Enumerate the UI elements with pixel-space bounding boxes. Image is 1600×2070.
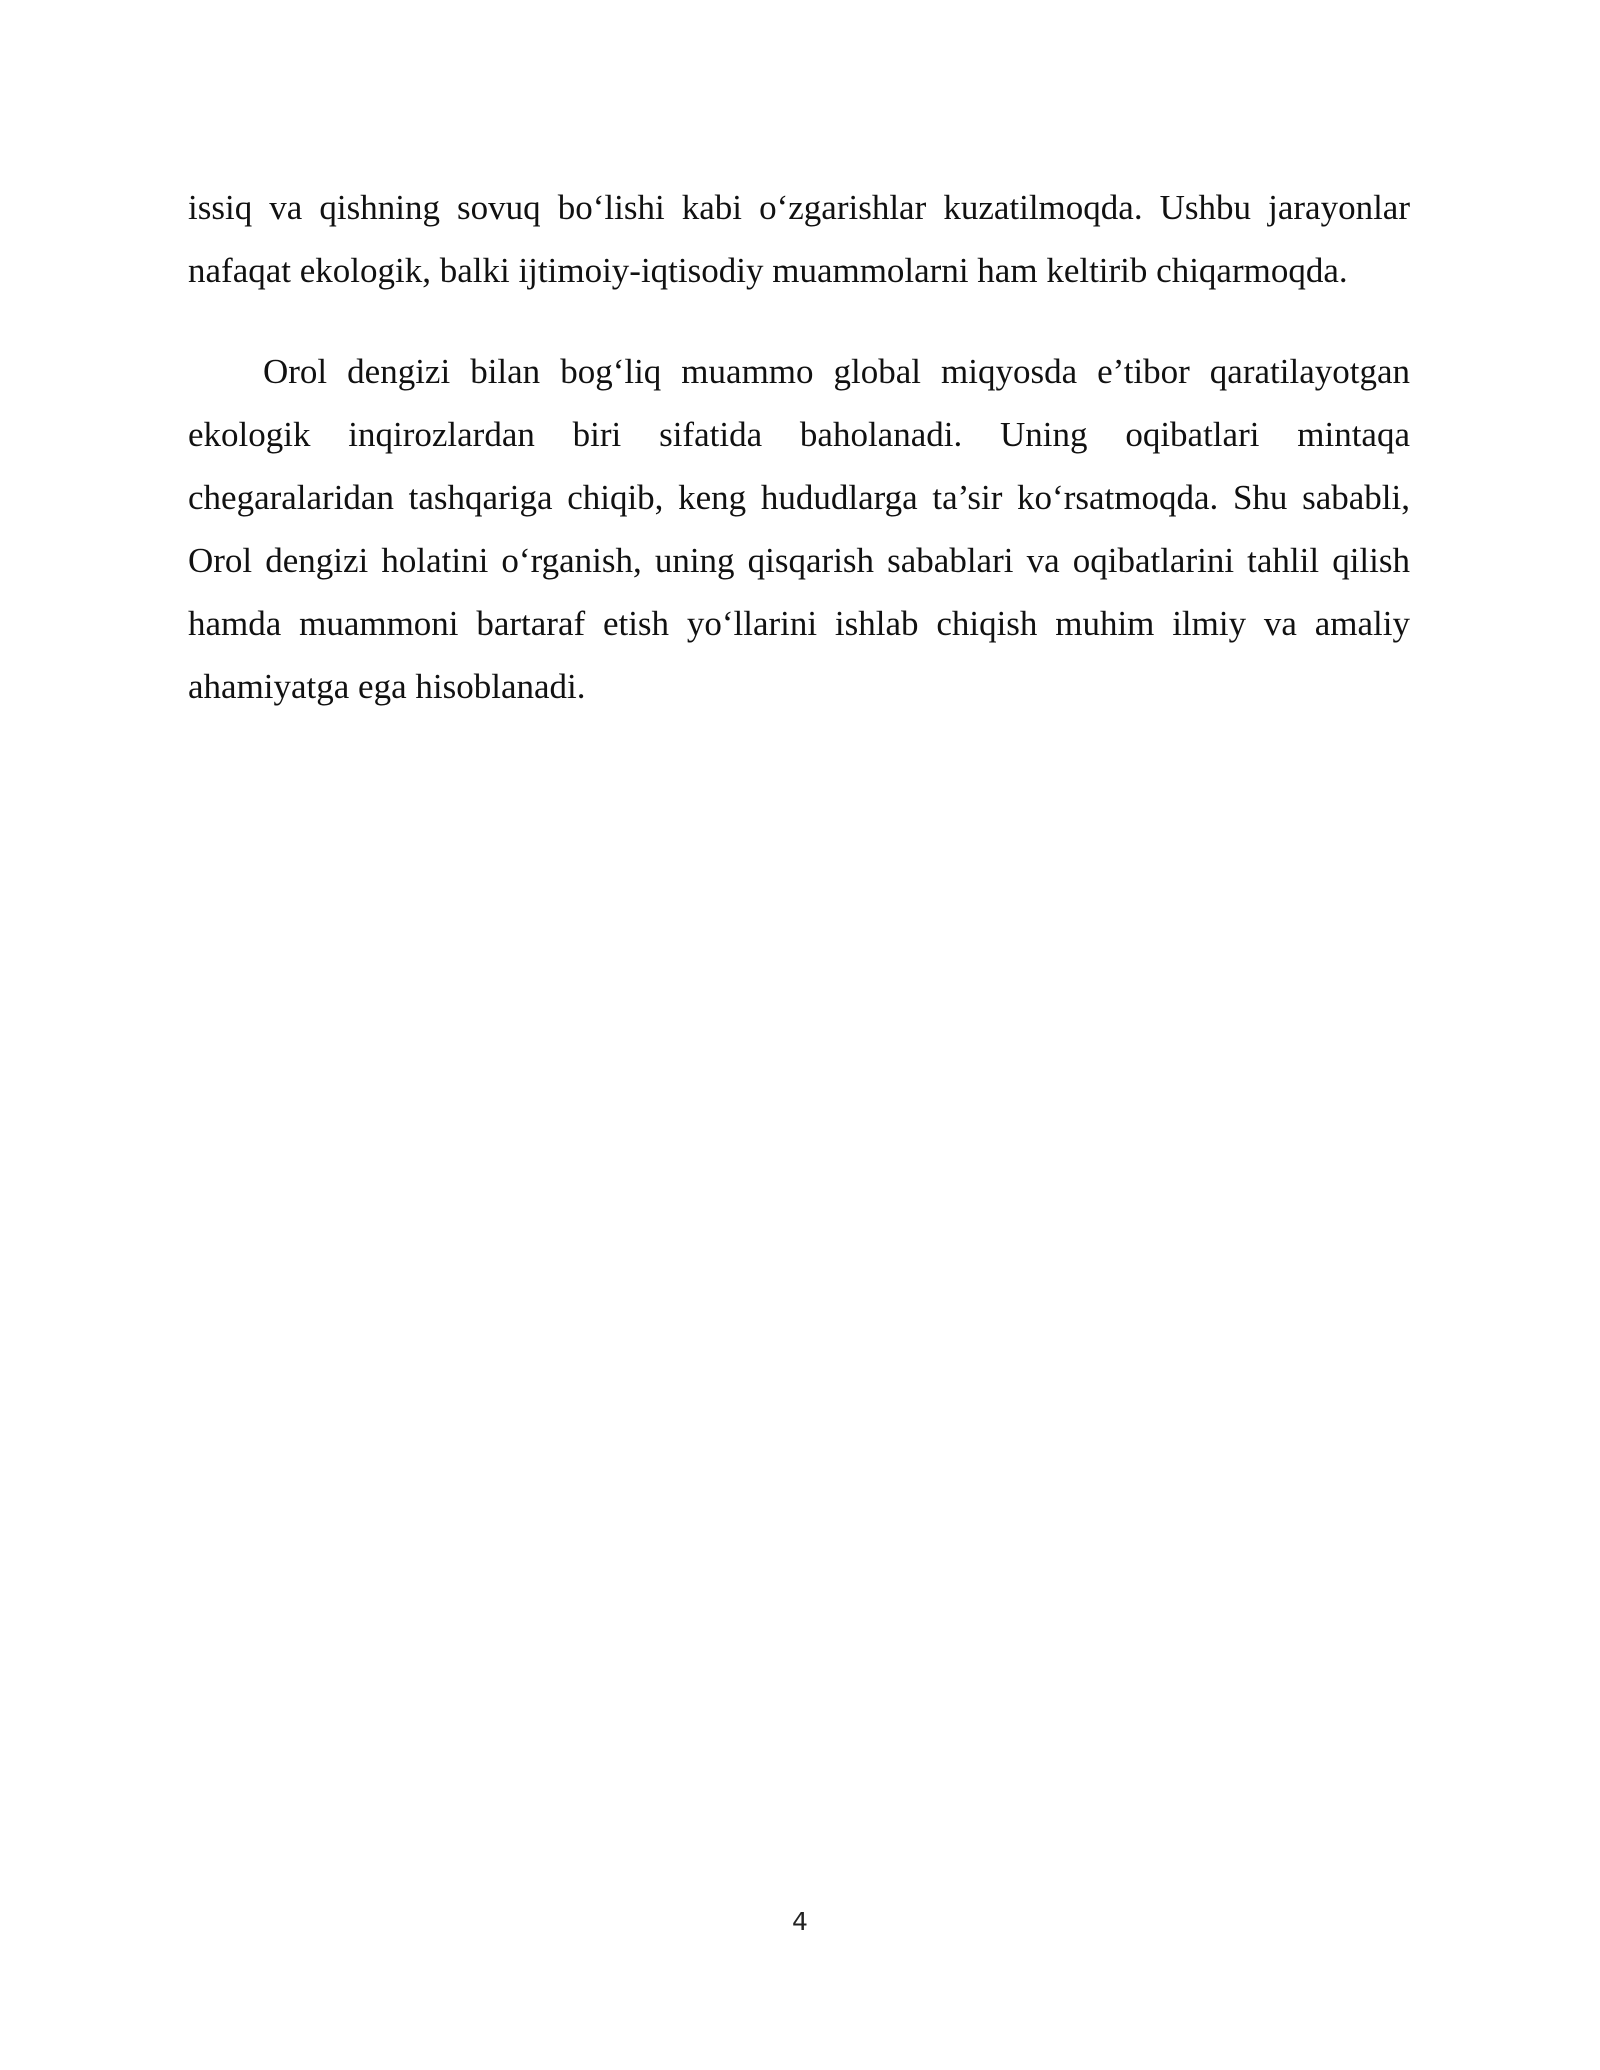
- paragraph-aral-sea: Orol dengizi bilan bog‘liq muammo global miqyosda e’tibor qaratilayotgan ekologik inqirozlardan biri sifatida baholanadi. Uning oqibatlari mintaqa chegaralaridan tashqariga chiqib, keng hududlarga ta’sir ko‘rsatmoqda. Shu sababli, Orol dengizi holatini o‘rganish, uning qisqarish sabablari va oqibatlarini tahlil qilish hamda muammoni bartaraf etish yo‘llarini ishlab chiqish muhim ilmiy va amaliy ahamiyatga ega hisoblanadi.: [188, 352, 1410, 706]
- page-number: 4: [792, 1907, 808, 1936]
- body-text: [188, 176, 1410, 718]
- paragraph-continuation: issiq va qishning sovuq bo‘lishi kabi o‘zgarishlar kuzatilmoqda. Ushbu jarayonlar nafaqat ekologik, balki ijtimoiy-iqtisodiy muammolarni ham keltirib chiqarmoqda.: [188, 188, 1410, 290]
